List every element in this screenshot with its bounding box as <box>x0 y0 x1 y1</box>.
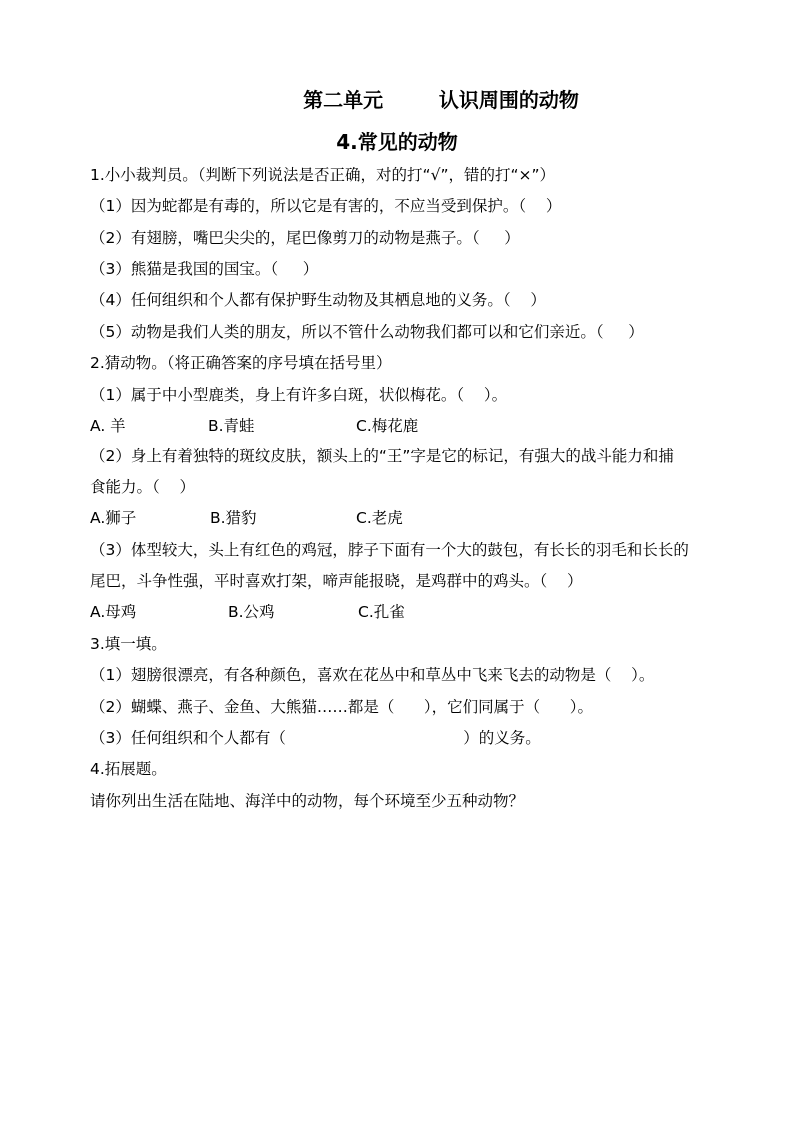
q4-prompt: 请你列出生活在陆地、海洋中的动物，每个环境至少五种动物？ <box>90 792 525 810</box>
q1-item-4: （4）任何组织和个人都有保护野生动物及其栖息地的义务。（ ） <box>90 291 546 309</box>
q2-sub3-stem-line1: （3）体型较大，头上有红色的鸡冠，脖子下面有一个大的鼓包，有长长的羽毛和长长的 <box>90 541 689 559</box>
q2-sub3-options <box>90 602 730 622</box>
q1-item-2: （2）有翅膀，嘴巴尖尖的，尾巴像剪刀的动物是燕子。（ ） <box>90 229 520 247</box>
unit-title: 第二单元 认识周围的动物 <box>303 88 579 112</box>
q1-item-1: （1）因为蛇都是有毒的，所以它是有害的，不应当受到保护。（ ） <box>90 197 562 215</box>
option-b: B.公鸡 <box>228 603 275 621</box>
q3-heading: 3.填一填。 <box>90 635 167 653</box>
option-c: C.孔雀 <box>358 603 405 621</box>
q1-item-3: （3）熊猫是我国的国宝。（ ） <box>90 260 319 278</box>
option-a: A. 羊 <box>90 417 126 435</box>
q1-heading: 1.小小裁判员。（判断下列说法是否正确，对的打“√”，错的打“×”） <box>90 166 556 184</box>
q3-item-2: （2）蝴蝶、燕子、金鱼、大熊猫……都是（ ），它们同属于（ ）。 <box>90 698 593 716</box>
q2-sub1-options <box>90 416 730 436</box>
q1-item-5: （5）动物是我们人类的朋友，所以不管什么动物我们都可以和它们亲近。（ ） <box>90 323 644 341</box>
option-b: B.青蛙 <box>208 417 255 435</box>
q2-sub1-stem: （1）属于中小型鹿类，身上有许多白斑，状似梅花。（ ）。 <box>90 386 508 404</box>
q2-sub2-stem-line2: 食能力。（ ） <box>90 478 195 496</box>
q4-heading: 4.拓展题。 <box>90 760 167 778</box>
q2-sub2-stem-line1: （2）身上有着独特的斑纹皮肤，额头上的“王”字是它的标记，有强大的战斗能力和捕 <box>90 447 674 465</box>
q3-item-3: （3）任何组织和个人都有（ ）的义务。 <box>90 729 541 747</box>
option-a: A.母鸡 <box>90 603 137 621</box>
q2-heading: 2.猜动物。（将正确答案的序号填在括号里） <box>90 354 392 372</box>
q2-sub3-stem-line2: 尾巴，斗争性强，平时喜欢打架，啼声能报晓，是鸡群中的鸡头。（ ） <box>90 572 583 590</box>
option-a: A.狮子 <box>90 509 137 527</box>
q2-sub2-options <box>90 508 730 528</box>
lesson-title: 4.常见的动物 <box>336 130 458 154</box>
option-b: B.猎豹 <box>210 509 257 527</box>
option-c: C.老虎 <box>356 509 403 527</box>
q3-item-1: （1）翅膀很漂亮，有各种颜色，喜欢在花丛中和草丛中飞来飞去的动物是（ ）。 <box>90 666 655 684</box>
option-c: C.梅花鹿 <box>356 417 419 435</box>
